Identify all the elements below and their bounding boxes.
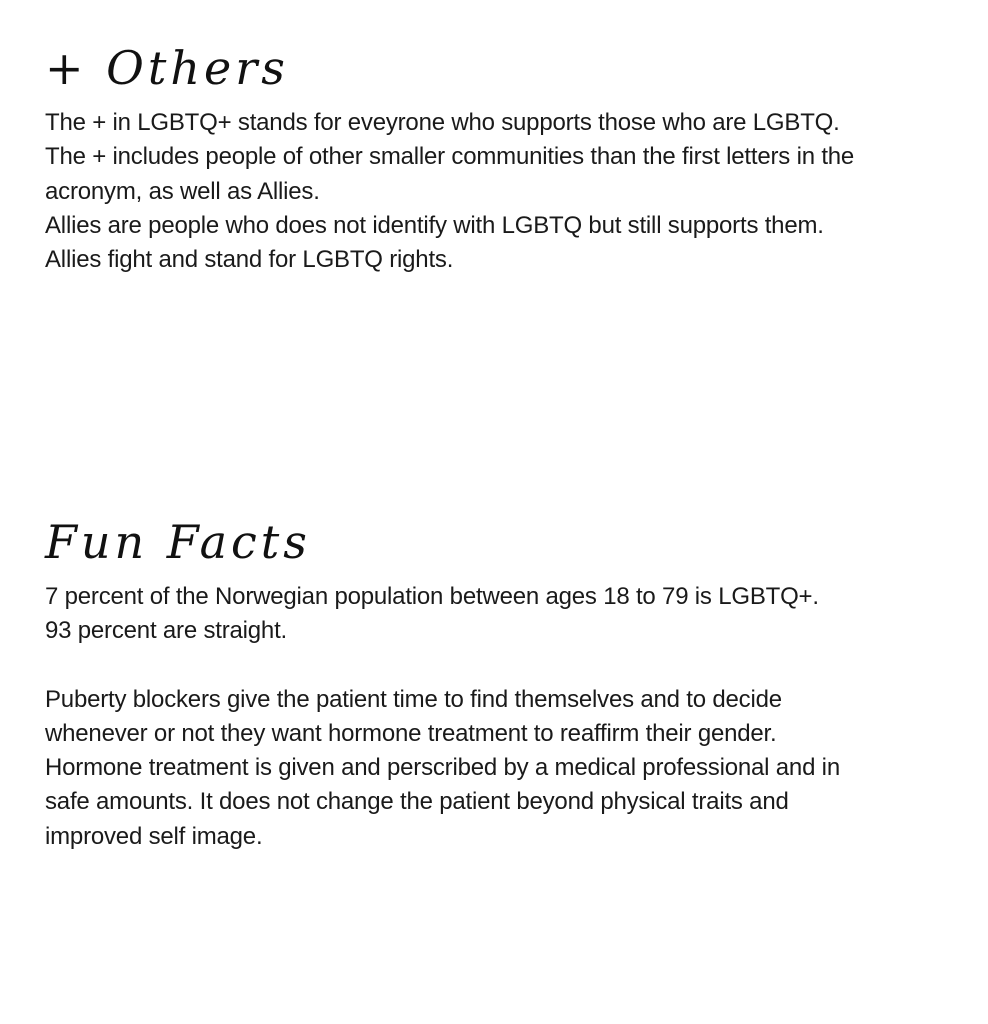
fun-facts-heading: Fun Facts — [45, 515, 311, 569]
others-text — [45, 106, 945, 277]
others-section — [45, 36, 945, 277]
fun-facts-section — [45, 510, 945, 854]
others-line: Allies fight and stand for LGBTQ rights. — [45, 246, 454, 274]
others-line: The + includes people of other smaller communities than the first letters in the — [45, 143, 855, 171]
fact-line: improved self image. — [45, 822, 263, 850]
paragraph-spacer — [45, 649, 945, 683]
fact-line: whenever or not they want hormone treatment to reaffirm their gender. — [45, 719, 777, 747]
fact-line: 7 percent of the Norwegian population between ages 18 to 79 is LGBTQ+. — [45, 583, 819, 610]
fact-line: Puberty blockers give the patient time to find themselves and to decide — [45, 685, 782, 713]
fact-line: safe amounts. It does not change the patient beyond physical traits and — [45, 788, 789, 816]
others-heading: + Others — [45, 41, 289, 95]
others-line: Allies are people who does not identify with LGBTQ but still supports them. — [45, 211, 824, 239]
fun-facts-paragraph-treatment — [45, 683, 945, 854]
fact-line: 93 percent are straight. — [45, 617, 288, 645]
others-line: acronym, as well as Allies. — [45, 177, 320, 205]
others-line: The + in LGBTQ+ stands for eveyrone who supports those who are LGBTQ. — [45, 109, 840, 136]
fun-facts-paragraph-population — [45, 580, 945, 649]
fact-line: Hormone treatment is given and perscribed by a medical professional and in — [45, 754, 840, 782]
